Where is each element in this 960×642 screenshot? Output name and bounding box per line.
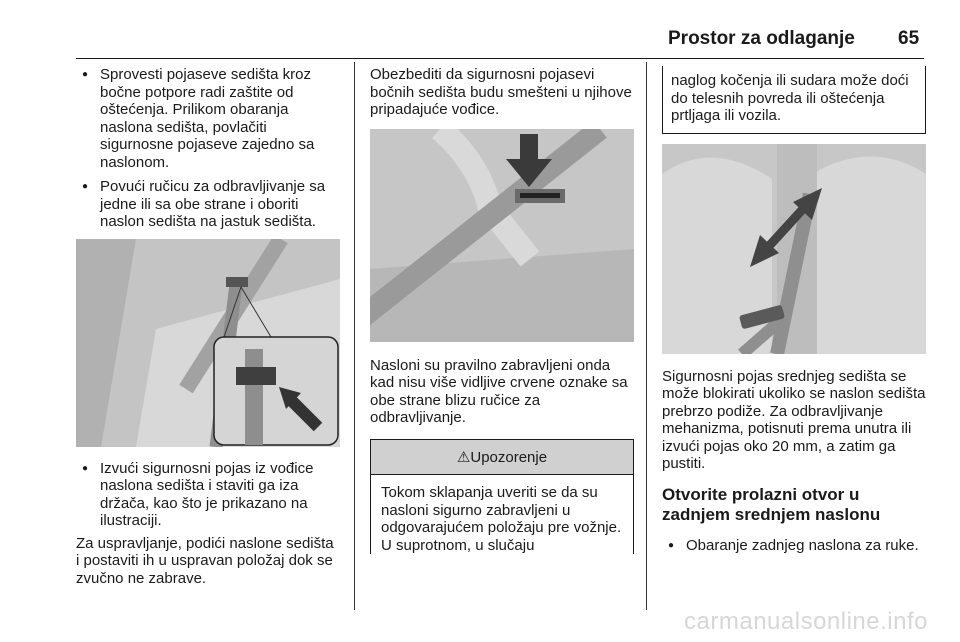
warning-text: Tokom sklapanja uveriti se da su nasloni sigurno zabravljeni u odgovarajućem položaju pre vožnje. U suprotnom, u slučaju xyxy=(381,484,622,554)
bullet-item: ● Obaranje zadnjeg naslona za ruke. xyxy=(662,537,926,555)
seatbelt-guide-drawing xyxy=(76,239,340,447)
column-divider xyxy=(646,62,647,610)
column-1 xyxy=(76,66,340,587)
column-2 xyxy=(370,66,634,554)
header-rule xyxy=(76,58,924,59)
column-3 xyxy=(662,66,926,554)
bullet-item: ● Povući ručicu za odbravljivanje sa jedne ili sa obe strane i oboriti naslon sedišta na jastuk sedišta. xyxy=(76,178,340,231)
seatbelt-latch-drawing xyxy=(370,129,634,342)
body-paragraph: Sigurnosni pojas srednjeg sedišta se može blokirati ukoliko se naslon sedišta prebrzo podiže. Za odbravljivanje mehanizma, potisnuti prema unutra ili izvući pojas oko 20 mm, a zatim ga pustiti. xyxy=(662,367,926,472)
column-divider xyxy=(354,62,355,610)
watermark: carmanualsonline.info xyxy=(684,608,928,635)
body-paragraph: Za uspravljanje, podići naslone sedišta i postaviti ih u uspravan položaj dok se zvučno ne zabrave. xyxy=(76,534,334,587)
body-paragraph: Obezbediti da sigurnosni pojasevi bočnih sedišta budu smešteni u njihove pripadajuće vođice. xyxy=(370,66,632,118)
bullet-item: ● Izvući sigurnosni pojas iz vođice naslona sedišta i staviti ga iza držača, kao što je prikazano na ilustraciji. xyxy=(76,460,340,530)
warning-header xyxy=(371,440,633,476)
warning-title: Upozorenje xyxy=(470,448,548,466)
seatbelt-guide-illustration xyxy=(76,239,340,447)
center-belt-illustration xyxy=(662,144,926,354)
warning-icon: ⚠ xyxy=(456,448,471,466)
warning-box xyxy=(370,439,634,555)
section-heading: Otvorite prolazni otvor u zadnjem srednjem naslonu xyxy=(662,484,881,524)
body-paragraph: Nasloni su pravilno zabravljeni onda kad nisu više vidljive crvene oznake sa obe strane blizu ručice za odbravljivanje. xyxy=(370,356,628,426)
warning-text-continued: naglog kočenja ili sudara može doći do telesnih povreda ili oštećenja prtljaga ili vozila. xyxy=(671,72,909,124)
center-belt-drawing xyxy=(662,144,926,354)
page-header-title: Prostor za odlaganje xyxy=(668,28,855,49)
bullet-item: ● Sprovesti pojaseve sedišta kroz bočne potpore radi zaštite od oštećenja. Prilikom obaranja naslona sedišta, povlačiti sigurnosne pojaseve zajedno sa naslonom. xyxy=(76,66,340,171)
seatbelt-latch-illustration xyxy=(370,129,634,342)
page-number: 65 xyxy=(898,28,920,49)
warning-box-continued xyxy=(662,66,926,134)
